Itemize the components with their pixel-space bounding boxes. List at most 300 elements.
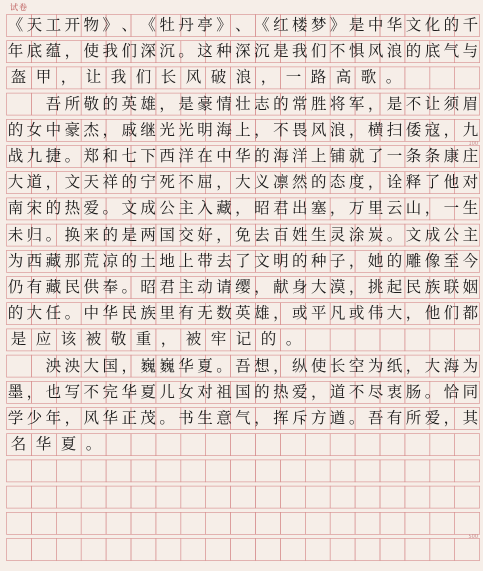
handwritten-char: 不 bbox=[178, 173, 194, 192]
handwritten-char: 仍 bbox=[7, 278, 24, 296]
handwritten-char: 爱 bbox=[424, 409, 441, 427]
handwritten-char bbox=[6, 92, 25, 117]
handwritten-char: 们 bbox=[310, 42, 327, 61]
handwritten-char: 天 bbox=[26, 16, 43, 34]
handwritten-char: 中 bbox=[216, 147, 232, 165]
handwritten-char: 军 bbox=[348, 94, 365, 113]
handwritten-char: 名 bbox=[10, 435, 27, 454]
handwritten-char: 了 bbox=[424, 173, 441, 192]
handwritten-char: 藏 bbox=[45, 251, 62, 270]
handwritten-char: 至 bbox=[443, 251, 460, 270]
text-line bbox=[6, 301, 480, 326]
handwritten-char: 常 bbox=[292, 94, 308, 113]
handwritten-char: 伟 bbox=[367, 304, 384, 323]
handwritten-char: 的 bbox=[273, 94, 289, 113]
handwritten-char: 宁 bbox=[140, 173, 156, 192]
handwritten-char: 破 bbox=[210, 68, 227, 87]
text-line bbox=[6, 275, 480, 300]
handwritten-char: 土 bbox=[140, 251, 156, 270]
handwritten-char: 的 bbox=[292, 251, 308, 270]
handwritten-char: 君 bbox=[273, 199, 289, 218]
handwritten-char: 塞 bbox=[310, 199, 327, 218]
handwritten-char: 应 bbox=[35, 330, 52, 349]
handwritten-char: 义 bbox=[254, 173, 270, 192]
handwritten-char: 和 bbox=[102, 147, 118, 165]
handwritten-char: 九 bbox=[462, 120, 479, 139]
handwritten-char: 华 bbox=[102, 304, 118, 323]
handwritten-char: 泱 bbox=[45, 356, 62, 375]
handwritten-char: 须 bbox=[443, 94, 460, 113]
handwritten-char: 今 bbox=[462, 251, 479, 270]
handwritten-char: 换 bbox=[64, 225, 81, 244]
handwritten-char: 尽 bbox=[367, 382, 384, 401]
handwritten-char: 。 bbox=[424, 382, 441, 401]
handwritten-char: 肠 bbox=[405, 382, 422, 401]
handwritten-char: 国 bbox=[159, 225, 175, 244]
handwritten-char: 缨 bbox=[235, 278, 251, 296]
handwritten-char: 挥 bbox=[273, 409, 289, 427]
handwritten-char: 不 bbox=[348, 382, 365, 401]
handwritten-char: 屈 bbox=[197, 173, 213, 192]
handwritten-char: 道 bbox=[329, 382, 346, 401]
handwritten-char: 的 bbox=[45, 199, 62, 218]
handwritten-char: 态 bbox=[329, 173, 346, 192]
handwritten-char: 文 bbox=[64, 173, 81, 192]
handwritten-char: 里 bbox=[159, 304, 175, 323]
handwritten-char: 年 bbox=[45, 409, 62, 427]
handwritten-char: 》 bbox=[216, 16, 232, 34]
text-line bbox=[6, 196, 480, 221]
handwritten-char: 联 bbox=[443, 278, 460, 296]
handwritten-char: 衷 bbox=[386, 382, 403, 401]
handwritten-char: 的 bbox=[310, 173, 327, 192]
handwritten-char: 方 bbox=[310, 409, 327, 427]
handwritten-char: 长 bbox=[160, 68, 177, 87]
handwritten-char: 气 bbox=[235, 409, 251, 427]
handwritten-char: 他 bbox=[443, 173, 460, 192]
word-count-mark: 100 bbox=[468, 140, 478, 147]
handwritten-char: 免 bbox=[235, 225, 251, 244]
handwritten-char: 公 bbox=[443, 225, 460, 244]
handwritten-char: 为 bbox=[462, 356, 479, 375]
handwritten-char: 洋 bbox=[178, 147, 194, 165]
handwritten-char: 吾 bbox=[235, 356, 251, 375]
handwritten-char: 挑 bbox=[367, 278, 384, 296]
handwritten-char: 让 bbox=[424, 94, 441, 113]
handwritten-char: ， bbox=[102, 120, 118, 139]
handwritten-char: 任 bbox=[45, 304, 62, 323]
handwritten-char: 祖 bbox=[216, 382, 232, 401]
handwritten-char: 或 bbox=[348, 304, 365, 323]
handwritten-char: 铺 bbox=[329, 147, 346, 165]
handwritten-char: 横 bbox=[367, 120, 384, 139]
handwritten-char: 是 bbox=[178, 94, 194, 113]
handwritten-char: 昭 bbox=[140, 278, 156, 296]
handwritten-char: 大 bbox=[310, 278, 327, 296]
handwritten-char: 路 bbox=[310, 68, 327, 87]
text-line bbox=[6, 223, 480, 248]
writing-grid bbox=[6, 14, 480, 564]
handwritten-char: ， bbox=[424, 199, 441, 218]
handwritten-char: ， bbox=[235, 199, 251, 218]
handwritten-char bbox=[25, 92, 44, 117]
handwritten-char: 。 bbox=[45, 225, 62, 244]
handwritten-char: 不 bbox=[329, 42, 346, 61]
handwritten-char: 入 bbox=[197, 199, 213, 218]
handwritten-char: 中 bbox=[83, 304, 100, 323]
handwritten-char: 的 bbox=[260, 330, 277, 349]
handwritten-char: 诠 bbox=[386, 173, 403, 192]
handwritten-char: 千 bbox=[462, 16, 479, 34]
handwritten-char: 》 bbox=[329, 16, 346, 34]
handwritten-char: 庄 bbox=[462, 147, 479, 165]
handwritten-char: 扫 bbox=[386, 120, 403, 139]
handwritten-char: 》 bbox=[102, 16, 118, 34]
handwritten-char: 儿 bbox=[159, 382, 175, 401]
handwritten-char: 身 bbox=[292, 278, 308, 296]
handwritten-char: 是 bbox=[348, 16, 365, 34]
handwritten-char: 高 bbox=[335, 68, 352, 87]
handwritten-char: 战 bbox=[7, 147, 24, 165]
handwritten-char: 爱 bbox=[83, 199, 100, 218]
handwritten-char: 们 bbox=[135, 68, 152, 87]
handwritten-char: 惧 bbox=[348, 42, 365, 61]
handwritten-char: 浪 bbox=[235, 68, 252, 87]
handwritten-char: 涂 bbox=[348, 225, 365, 244]
handwritten-char: 供 bbox=[83, 278, 100, 296]
handwritten-char: 浪 bbox=[386, 42, 403, 61]
handwritten-char: 们 bbox=[121, 42, 137, 61]
text-line bbox=[6, 537, 480, 562]
handwritten-char: 上 bbox=[235, 120, 251, 139]
handwritten-char: 。 bbox=[121, 278, 137, 296]
handwritten-char: ， bbox=[216, 225, 232, 244]
handwritten-char: 敬 bbox=[83, 94, 100, 113]
handwritten-char: 深 bbox=[235, 42, 251, 61]
handwritten-char: 交 bbox=[178, 225, 194, 244]
handwritten-char: 然 bbox=[292, 173, 308, 192]
handwritten-char: 纸 bbox=[386, 356, 403, 375]
handwritten-char: ， bbox=[405, 356, 422, 375]
handwritten-char: 。 bbox=[64, 304, 81, 323]
text-line bbox=[6, 380, 480, 405]
handwritten-char: 奉 bbox=[102, 278, 118, 296]
handwritten-char: 将 bbox=[329, 94, 346, 113]
handwritten-char: 光 bbox=[159, 120, 175, 139]
handwritten-char: ， bbox=[273, 304, 289, 323]
handwritten-char: 释 bbox=[405, 173, 422, 192]
handwritten-char: ， bbox=[64, 409, 81, 427]
handwritten-char: 明 bbox=[273, 251, 289, 270]
handwritten-char: 让 bbox=[85, 68, 102, 87]
handwritten-char: 少 bbox=[26, 409, 43, 427]
text-line bbox=[6, 92, 480, 117]
handwritten-char: 雄 bbox=[254, 304, 270, 323]
handwritten-char: 浪 bbox=[329, 120, 346, 139]
handwritten-char: 宋 bbox=[26, 199, 43, 218]
handwritten-char: 条 bbox=[424, 147, 441, 165]
handwritten-char: 死 bbox=[159, 173, 175, 192]
handwritten-char: 。 bbox=[159, 409, 175, 427]
handwritten-char: 牢 bbox=[210, 330, 227, 349]
handwritten-char: 也 bbox=[45, 382, 62, 401]
handwritten-char: 大 bbox=[26, 304, 43, 323]
handwritten-char: 女 bbox=[26, 120, 43, 139]
handwritten-char: ， bbox=[405, 304, 422, 323]
handwritten-char: 有 bbox=[26, 278, 43, 296]
handwritten-char: 了 bbox=[367, 147, 384, 165]
handwritten-char: 丹 bbox=[178, 16, 194, 34]
handwritten-char: 的 bbox=[7, 304, 24, 323]
handwritten-char: 未 bbox=[7, 225, 24, 244]
handwritten-char: 气 bbox=[443, 42, 460, 61]
handwritten-char: 盔 bbox=[10, 68, 27, 87]
handwritten-char: 热 bbox=[273, 382, 289, 401]
handwritten-char: 吾 bbox=[45, 94, 62, 113]
handwritten-char: 动 bbox=[197, 278, 213, 296]
handwritten-char: ， bbox=[367, 94, 384, 113]
handwritten-char: ， bbox=[254, 120, 270, 139]
handwritten-char: 物 bbox=[83, 16, 100, 34]
handwritten-char: 的 bbox=[254, 147, 270, 165]
handwritten-char: 就 bbox=[348, 147, 365, 165]
handwritten-char: 的 bbox=[102, 94, 118, 113]
handwritten-char: 那 bbox=[64, 251, 81, 270]
handwritten-char: 歌 bbox=[360, 68, 377, 87]
handwritten-char: 夏 bbox=[140, 382, 156, 401]
handwritten-char: 《 bbox=[254, 16, 270, 34]
handwritten-char: 地 bbox=[159, 251, 175, 270]
handwritten-char: 是 bbox=[10, 330, 27, 349]
handwritten-char: 风 bbox=[367, 42, 384, 61]
handwritten-char: 带 bbox=[197, 251, 213, 270]
handwritten-char: 该 bbox=[60, 330, 77, 349]
handwritten-char: 沉 bbox=[159, 42, 175, 61]
handwritten-char: 了 bbox=[235, 251, 251, 270]
handwritten-char: 一 bbox=[443, 199, 460, 218]
handwritten-char: ， bbox=[216, 173, 232, 192]
handwritten-char: 云 bbox=[386, 199, 403, 218]
handwritten-char: 西 bbox=[26, 251, 43, 270]
handwritten-char: 这 bbox=[197, 42, 213, 61]
handwritten-char: 他 bbox=[424, 304, 441, 323]
handwritten-char: 杰 bbox=[83, 120, 100, 139]
handwritten-char: 壮 bbox=[235, 94, 251, 113]
handwritten-char: 康 bbox=[443, 147, 460, 165]
handwritten-char: ， bbox=[348, 120, 365, 139]
handwritten-char: 正 bbox=[121, 409, 137, 427]
handwritten-char: 底 bbox=[424, 42, 441, 61]
handwritten-char: 海 bbox=[216, 120, 232, 139]
handwritten-char: 想 bbox=[254, 356, 270, 375]
handwritten-char: 或 bbox=[292, 304, 308, 323]
handwritten-char: 条 bbox=[405, 147, 422, 165]
handwritten-char: 一 bbox=[386, 147, 403, 165]
handwritten-char: 。 bbox=[385, 68, 402, 87]
handwritten-char: 。 bbox=[386, 225, 403, 244]
handwritten-char: 种 bbox=[310, 251, 327, 270]
handwritten-char: 同 bbox=[462, 382, 479, 401]
handwritten-char: 文 bbox=[405, 225, 422, 244]
handwritten-char: 雄 bbox=[140, 94, 156, 113]
handwritten-char: 成 bbox=[140, 199, 156, 218]
handwritten-char: 民 bbox=[121, 304, 137, 323]
handwritten-char: 被 bbox=[85, 330, 102, 349]
handwritten-char: 年 bbox=[7, 42, 24, 61]
handwritten-char: 洋 bbox=[292, 147, 308, 165]
handwritten-char: 平 bbox=[310, 304, 327, 323]
handwritten-char: ， bbox=[160, 330, 177, 349]
handwritten-char: 成 bbox=[424, 225, 441, 244]
handwritten-char: 族 bbox=[424, 278, 441, 296]
handwritten-char: 西 bbox=[159, 147, 175, 165]
handwritten-char: 有 bbox=[386, 409, 403, 427]
handwritten-char: 是 bbox=[273, 42, 289, 61]
handwritten-char: 遒 bbox=[329, 409, 346, 427]
handwritten-char: ， bbox=[26, 382, 43, 401]
handwritten-char: 为 bbox=[7, 251, 24, 270]
handwritten-char: 重 bbox=[135, 330, 152, 349]
handwritten-char: 好 bbox=[197, 225, 213, 244]
handwritten-char: 数 bbox=[216, 304, 232, 323]
handwritten-char: 。 bbox=[348, 409, 365, 427]
handwritten-char: 英 bbox=[121, 94, 137, 113]
handwritten-char: 沉 bbox=[254, 42, 270, 61]
text-line bbox=[6, 65, 480, 90]
handwritten-char: 对 bbox=[462, 173, 479, 192]
handwritten-char: 百 bbox=[273, 225, 289, 244]
handwritten-char: ， bbox=[310, 382, 327, 401]
handwritten-char: 华 bbox=[121, 382, 137, 401]
handwritten-char: 墨 bbox=[7, 382, 24, 401]
handwritten-char: ， bbox=[254, 278, 270, 296]
handwritten-char: 的 bbox=[102, 225, 118, 244]
text-line bbox=[6, 170, 480, 195]
handwritten-char: 大 bbox=[424, 356, 441, 375]
handwritten-char: 夏 bbox=[197, 356, 213, 375]
handwritten-char: 不 bbox=[273, 120, 289, 139]
handwritten-char: 巍 bbox=[159, 356, 175, 375]
handwritten-char: 上 bbox=[310, 147, 327, 165]
handwritten-char: 。 bbox=[285, 330, 302, 349]
handwritten-char: 豪 bbox=[64, 120, 81, 139]
text-line bbox=[6, 249, 480, 274]
handwritten-char: 蕴 bbox=[45, 42, 62, 61]
handwritten-char: 的 bbox=[443, 16, 460, 34]
handwritten-char: 深 bbox=[140, 42, 156, 61]
handwritten-char: 中 bbox=[45, 120, 62, 139]
handwritten-char: ， bbox=[60, 68, 77, 87]
handwritten-char: ， bbox=[45, 173, 62, 192]
handwritten-char: 底 bbox=[26, 42, 43, 61]
handwritten-char: 情 bbox=[216, 94, 232, 113]
handwritten-char: 文 bbox=[405, 16, 422, 34]
handwritten-char: 君 bbox=[159, 278, 175, 296]
handwritten-char: 。 bbox=[102, 199, 118, 218]
text-line bbox=[6, 144, 480, 169]
handwritten-char: 华 bbox=[178, 356, 194, 375]
handwritten-char: 光 bbox=[178, 120, 194, 139]
handwritten-char: 志 bbox=[254, 94, 270, 113]
handwritten-char: 记 bbox=[235, 330, 252, 349]
handwritten-char: 起 bbox=[386, 278, 403, 296]
handwritten-char: 来 bbox=[83, 225, 100, 244]
handwritten-char: 学 bbox=[7, 409, 24, 427]
handwritten-char: 凉 bbox=[102, 251, 118, 270]
handwritten-char: 。 bbox=[85, 435, 102, 454]
handwritten-char: 畏 bbox=[292, 120, 308, 139]
handwritten-char: 请 bbox=[216, 278, 232, 296]
handwritten-char: 大 bbox=[386, 304, 403, 323]
handwritten-char: 亭 bbox=[197, 16, 213, 34]
handwritten-char: 英 bbox=[235, 304, 251, 323]
sheet-header-label: 试卷 bbox=[10, 3, 28, 12]
handwritten-char: 《 bbox=[7, 16, 24, 34]
handwritten-char: 的 bbox=[254, 382, 270, 401]
handwritten-char: 吾 bbox=[367, 409, 384, 427]
handwritten-char: 七 bbox=[121, 147, 137, 165]
handwritten-char: 恰 bbox=[443, 382, 460, 401]
handwritten-char: 民 bbox=[64, 278, 81, 296]
handwritten-char: 文 bbox=[121, 199, 137, 218]
handwritten-char: 姻 bbox=[462, 278, 479, 296]
text-line bbox=[6, 354, 480, 379]
handwritten-char: 我 bbox=[102, 42, 118, 61]
handwritten-char: 郑 bbox=[83, 147, 100, 165]
handwritten-char: ， bbox=[443, 409, 460, 427]
handwritten-char: 夏 bbox=[60, 435, 77, 454]
handwritten-char: 归 bbox=[26, 225, 43, 244]
handwritten-char: 祥 bbox=[102, 173, 118, 192]
handwritten-char: 生 bbox=[197, 409, 213, 427]
handwritten-char: 雕 bbox=[405, 251, 422, 270]
text-line bbox=[6, 432, 480, 457]
handwritten-char: ， bbox=[64, 42, 81, 61]
handwritten-char: 献 bbox=[273, 278, 289, 296]
handwritten-char: 凡 bbox=[329, 304, 346, 323]
handwritten-char: 捷 bbox=[45, 147, 62, 165]
handwritten-char: 牡 bbox=[159, 16, 175, 34]
handwritten-char: 子 bbox=[329, 251, 346, 270]
handwritten-char: 荒 bbox=[83, 251, 100, 270]
handwritten-char: 红 bbox=[273, 16, 289, 34]
handwritten-char: 工 bbox=[45, 16, 62, 34]
handwritten-char: 热 bbox=[64, 199, 81, 218]
handwritten-char: 泱 bbox=[64, 356, 81, 375]
handwritten-char: 去 bbox=[216, 251, 232, 270]
handwritten-char: 是 bbox=[386, 94, 403, 113]
text-line bbox=[6, 406, 480, 431]
handwritten-char: 主 bbox=[178, 278, 194, 296]
handwritten-char: 书 bbox=[178, 409, 194, 427]
handwritten-char: 不 bbox=[83, 382, 100, 401]
handwritten-char: 下 bbox=[140, 147, 156, 165]
handwritten-char: 炭 bbox=[367, 225, 384, 244]
handwritten-char: 万 bbox=[348, 199, 365, 218]
handwritten-char: 文 bbox=[254, 251, 270, 270]
handwritten-char: 巍 bbox=[140, 356, 156, 375]
handwritten-char: 意 bbox=[216, 409, 232, 427]
handwritten-char: 倭 bbox=[405, 120, 422, 139]
handwritten-char: 昭 bbox=[254, 199, 270, 218]
handwritten-char: ， bbox=[121, 356, 137, 375]
handwritten-char: 的 bbox=[121, 251, 137, 270]
handwritten-char: 海 bbox=[273, 147, 289, 165]
handwritten-char: 《 bbox=[140, 16, 156, 34]
handwritten-char: 敬 bbox=[110, 330, 127, 349]
handwritten-char: 生 bbox=[310, 225, 327, 244]
handwritten-char: 风 bbox=[83, 409, 100, 427]
